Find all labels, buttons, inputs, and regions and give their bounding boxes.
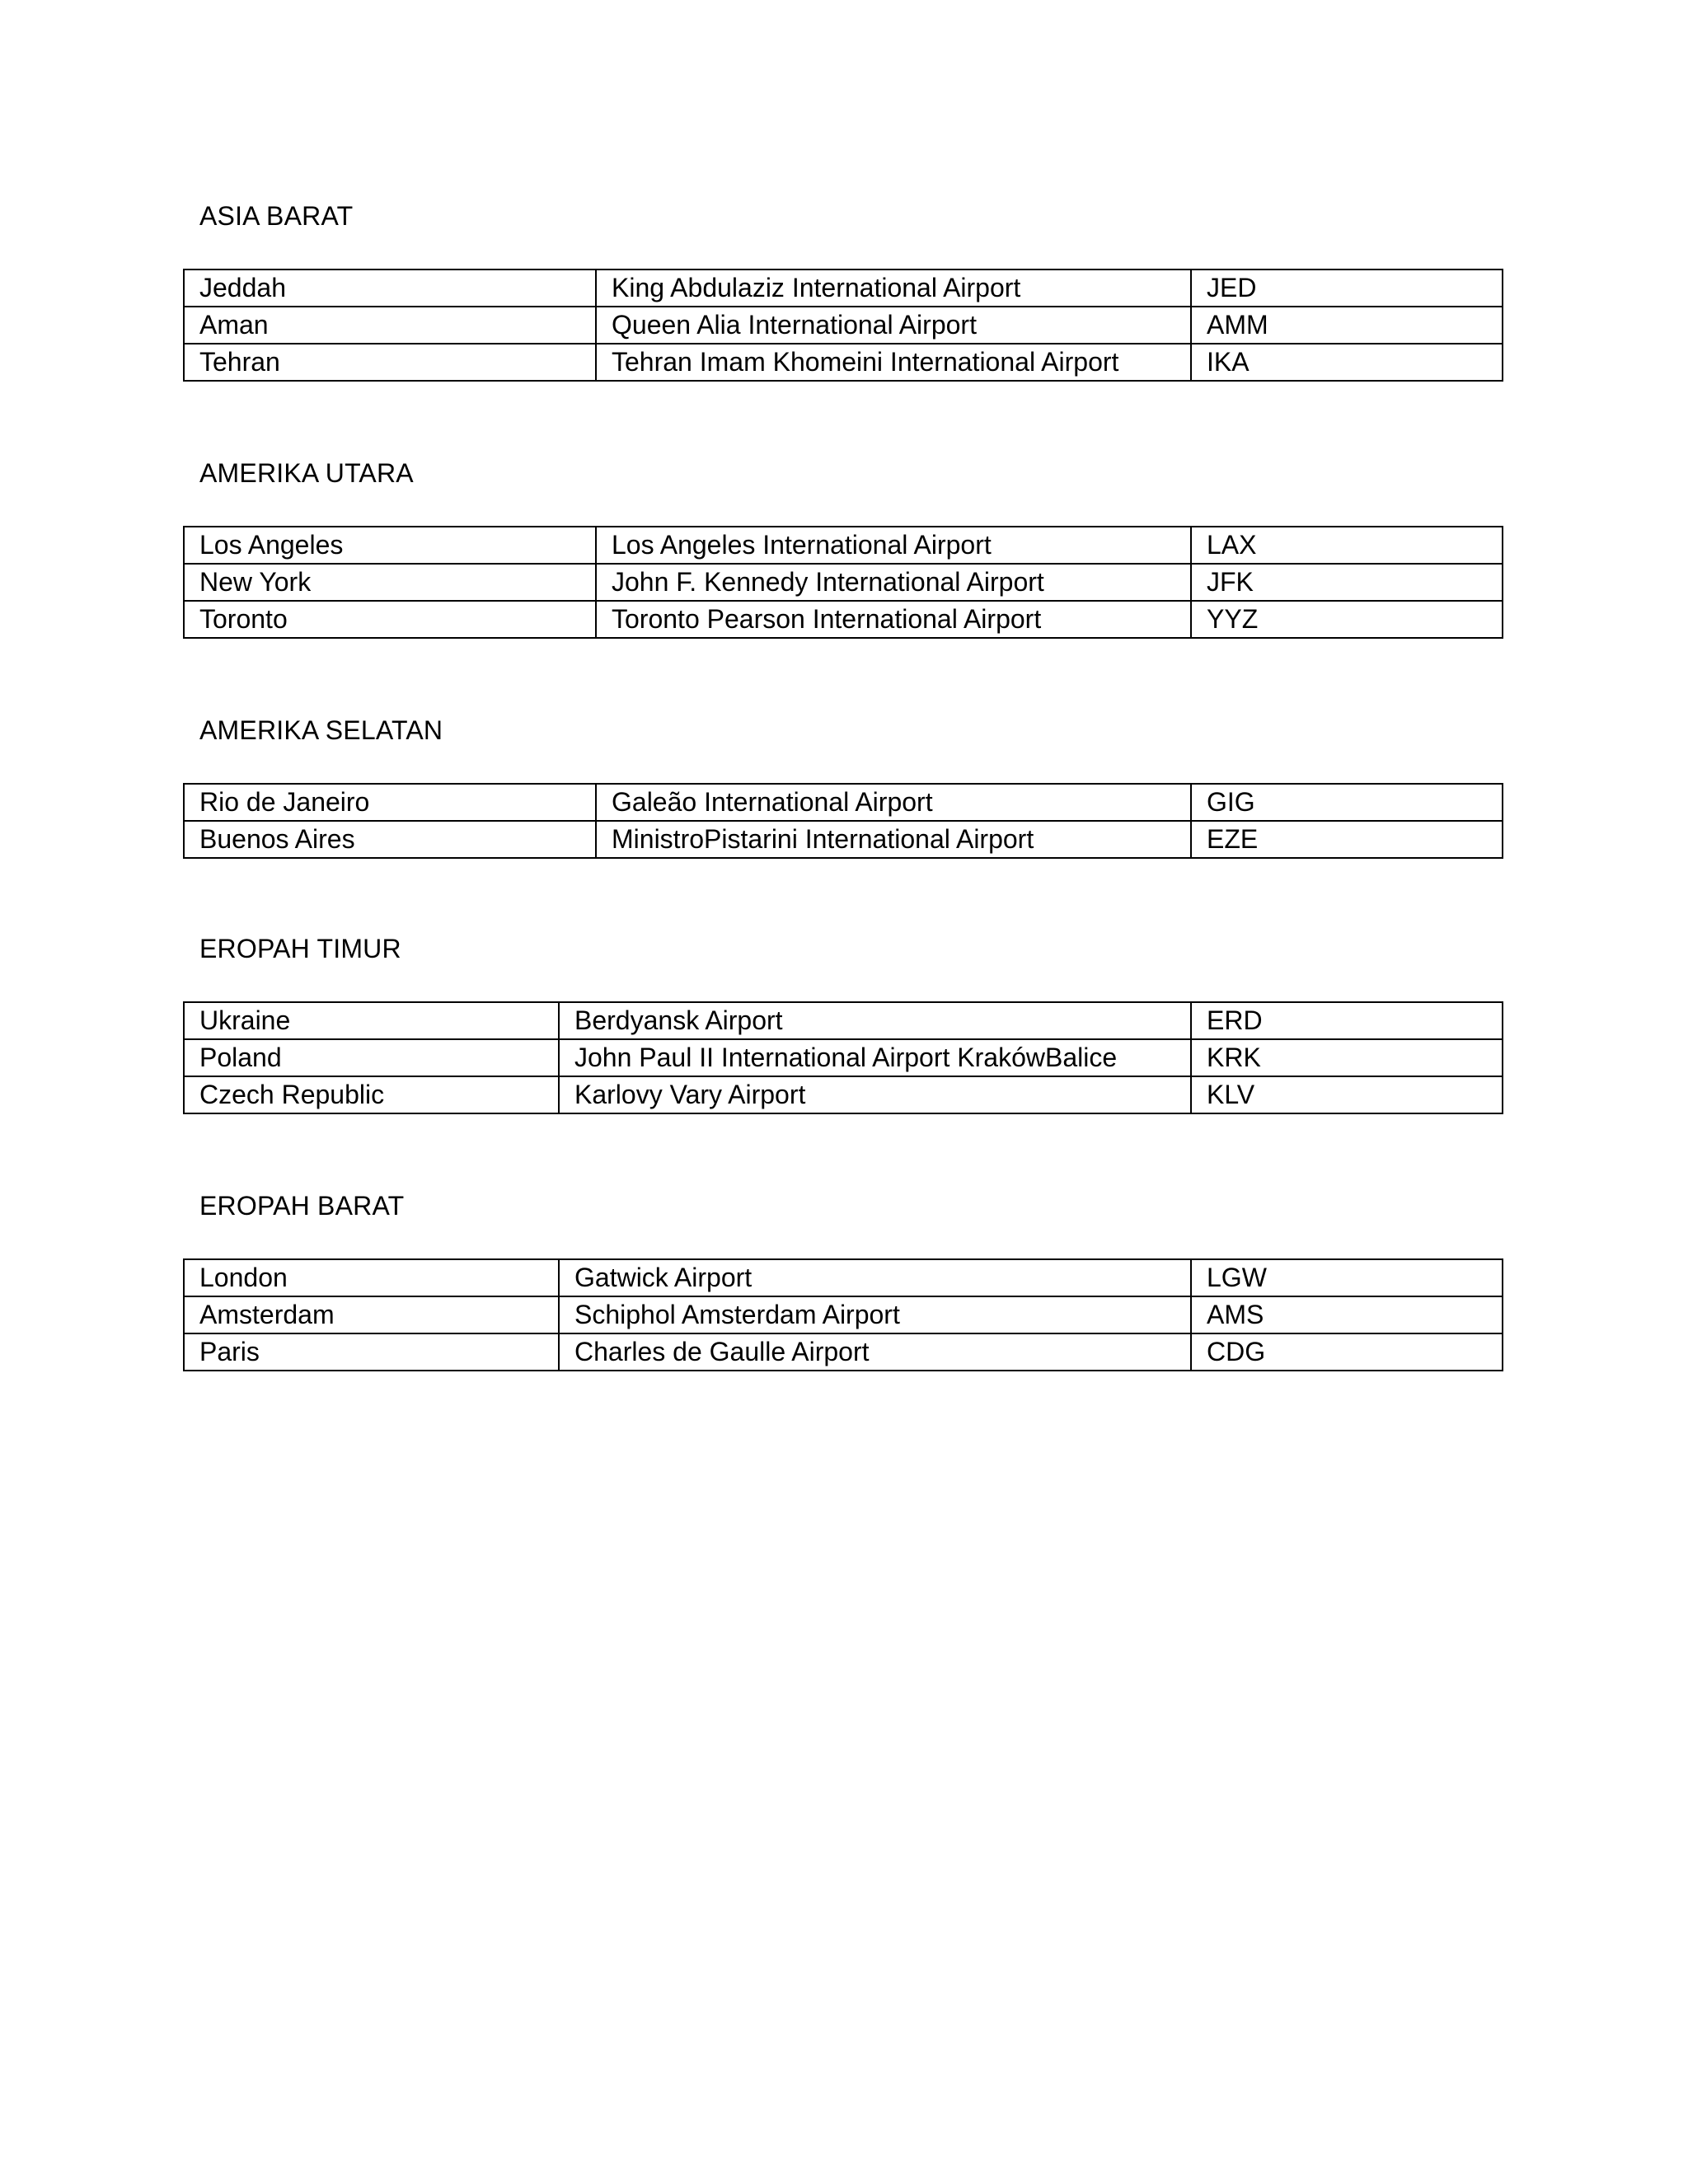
airport-table bbox=[183, 1258, 1503, 1371]
airport-cell: Schiphol Amsterdam Airport bbox=[559, 1296, 1191, 1333]
city-cell: Buenos Aires bbox=[184, 821, 596, 858]
table-row bbox=[184, 307, 1503, 344]
city-cell: Aman bbox=[184, 307, 596, 344]
section-heading: AMERIKA SELATAN bbox=[199, 715, 443, 745]
section-heading: EROPAH BARAT bbox=[199, 1191, 405, 1221]
airport-cell: Karlovy Vary Airport bbox=[559, 1076, 1191, 1113]
section-heading: AMERIKA UTARA bbox=[199, 458, 414, 488]
city-cell: Toronto bbox=[184, 601, 596, 638]
airport-cell: King Abdulaziz International Airport bbox=[596, 269, 1191, 307]
airport-cell: Galeão International Airport bbox=[596, 784, 1191, 821]
airport-cell: Gatwick Airport bbox=[559, 1259, 1191, 1296]
airport-cell: Los Angeles International Airport bbox=[596, 527, 1191, 564]
table-row bbox=[184, 1039, 1503, 1076]
table-row bbox=[184, 601, 1503, 638]
city-cell: Jeddah bbox=[184, 269, 596, 307]
section-asia-barat bbox=[183, 199, 1502, 377]
section-amerika-utara bbox=[183, 457, 1502, 634]
table-row bbox=[184, 1296, 1503, 1333]
city-cell: Tehran bbox=[184, 344, 596, 381]
city-cell: Ukraine bbox=[184, 1002, 559, 1039]
table-row bbox=[184, 1259, 1503, 1296]
code-cell: LGW bbox=[1191, 1259, 1503, 1296]
code-cell: JFK bbox=[1191, 564, 1503, 601]
table-row bbox=[184, 564, 1503, 601]
code-cell: CDG bbox=[1191, 1333, 1503, 1371]
city-cell: London bbox=[184, 1259, 559, 1296]
table-row bbox=[184, 344, 1503, 381]
code-cell: LAX bbox=[1191, 527, 1503, 564]
airport-cell: Berdyansk Airport bbox=[559, 1002, 1191, 1039]
section-heading: ASIA BARAT bbox=[199, 201, 354, 231]
table-row bbox=[184, 269, 1503, 307]
airport-cell: Toronto Pearson International Airport bbox=[596, 601, 1191, 638]
table-row bbox=[184, 1076, 1503, 1113]
section-eropah-timur bbox=[183, 932, 1502, 1109]
city-cell: Amsterdam bbox=[184, 1296, 559, 1333]
airport-cell: Tehran Imam Khomeini International Airport bbox=[596, 344, 1191, 381]
code-cell: AMS bbox=[1191, 1296, 1503, 1333]
airport-table bbox=[183, 269, 1503, 382]
airport-cell: Charles de Gaulle Airport bbox=[559, 1333, 1191, 1371]
city-cell: Los Angeles bbox=[184, 527, 596, 564]
code-cell: AMM bbox=[1191, 307, 1503, 344]
table-row bbox=[184, 1333, 1503, 1371]
city-cell: Poland bbox=[184, 1039, 559, 1076]
code-cell: GIG bbox=[1191, 784, 1503, 821]
airport-cell: John Paul II International Airport KrakówBalice bbox=[559, 1039, 1191, 1076]
table-row bbox=[184, 527, 1503, 564]
city-cell: Paris bbox=[184, 1333, 559, 1371]
table-row bbox=[184, 821, 1503, 858]
airport-table bbox=[183, 526, 1503, 639]
section-heading: EROPAH TIMUR bbox=[199, 934, 401, 963]
code-cell: KLV bbox=[1191, 1076, 1503, 1113]
city-cell: Czech Republic bbox=[184, 1076, 559, 1113]
airport-table bbox=[183, 783, 1503, 859]
table-row bbox=[184, 1002, 1503, 1039]
city-cell: Rio de Janeiro bbox=[184, 784, 596, 821]
city-cell: New York bbox=[184, 564, 596, 601]
code-cell: ERD bbox=[1191, 1002, 1503, 1039]
airport-cell: John F. Kennedy International Airport bbox=[596, 564, 1191, 601]
airport-table bbox=[183, 1001, 1503, 1114]
section-amerika-selatan bbox=[183, 714, 1502, 854]
table-row bbox=[184, 784, 1503, 821]
code-cell: YYZ bbox=[1191, 601, 1503, 638]
code-cell: IKA bbox=[1191, 344, 1503, 381]
airport-cell: Queen Alia International Airport bbox=[596, 307, 1191, 344]
code-cell: KRK bbox=[1191, 1039, 1503, 1076]
code-cell: EZE bbox=[1191, 821, 1503, 858]
airport-cell: MinistroPistarini International Airport bbox=[596, 821, 1191, 858]
code-cell: JED bbox=[1191, 269, 1503, 307]
section-eropah-barat bbox=[183, 1189, 1502, 1366]
